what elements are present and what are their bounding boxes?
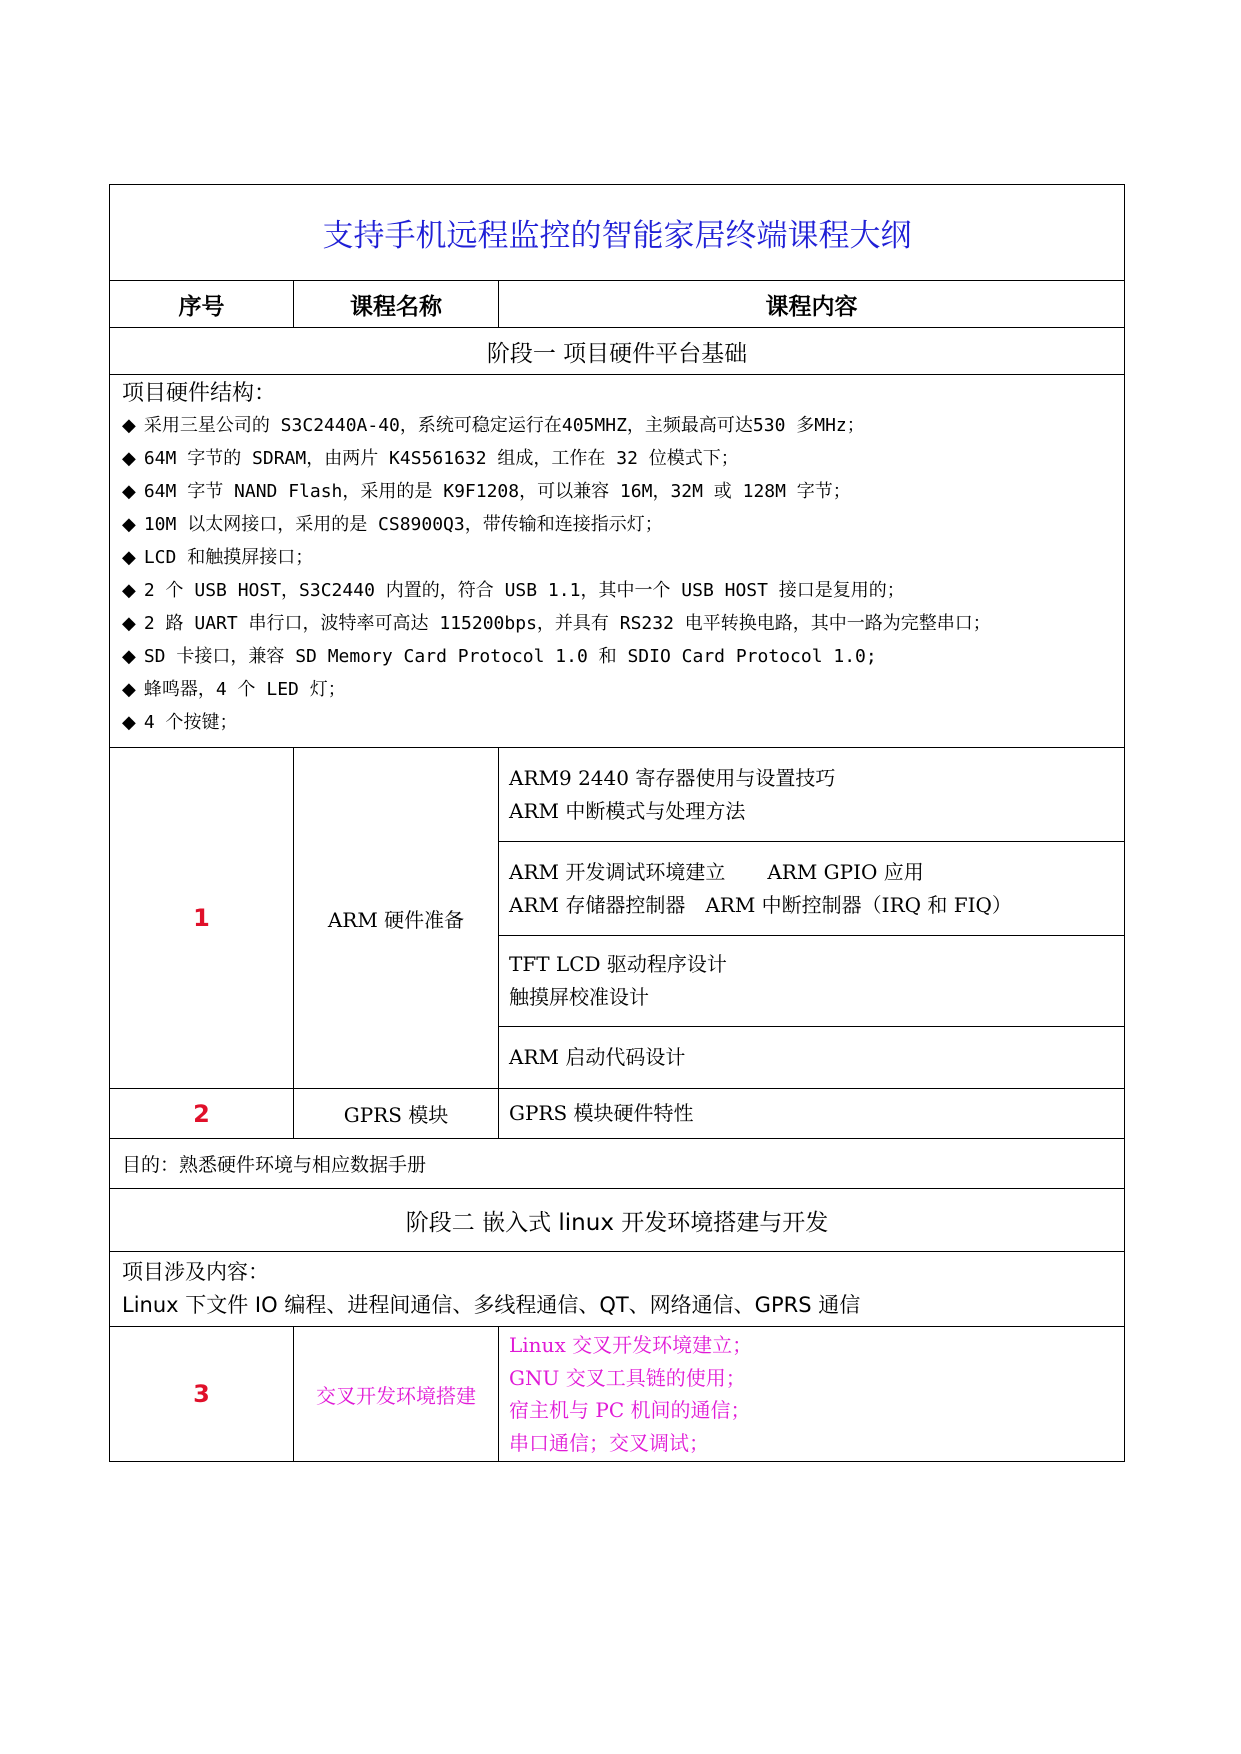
hardware-bullet (122, 574, 1112, 607)
content-line: ARM 中断模式与处理方法 (509, 798, 746, 823)
row-number-2: 2 (110, 1089, 294, 1139)
content-cell-arm-1 (499, 748, 1125, 842)
hardware-bullet-list (122, 409, 1112, 739)
bullet-text: 64M 字节 NAND Flash，采用的是 K9F1208，可以兼容 16M，32M 或 128M 字节； (143, 481, 851, 502)
diamond-bullet-icon: ◆ (122, 448, 136, 469)
hardware-bullet (122, 409, 1112, 442)
overview-heading: 项目硬件结构： (122, 381, 277, 406)
content-cell-arm-3 (499, 936, 1125, 1027)
bullet-text: 4 个按键； (143, 712, 238, 733)
hardware-bullet (122, 673, 1112, 706)
content-cell-cross-dev (499, 1327, 1125, 1462)
bullet-text: 64M 字节的 SDRAM，由两片 K4S561632 组成，工作在 32 位模式下； (143, 448, 739, 469)
content-line: Linux 交叉开发环境建立； (509, 1333, 753, 1357)
hardware-overview (110, 375, 1125, 748)
diamond-bullet-icon: ◆ (122, 580, 136, 601)
content-line: 宿主机与 PC 机间的通信； (509, 1398, 751, 1422)
content-line: 触摸屏校准设计 (509, 985, 649, 1009)
content-line: ARM 存储器控制器 (509, 892, 686, 917)
content-cell-arm-2 (499, 842, 1125, 936)
content-line: ARM9 2440 寄存器使用与设置技巧 (509, 765, 836, 790)
diamond-bullet-icon: ◆ (122, 547, 136, 568)
header-course-content: 课程内容 (499, 281, 1125, 328)
stage2-title: 阶段二 嵌入式 linux 开发环境搭建与开发 (110, 1189, 1125, 1252)
hardware-bullet (122, 475, 1112, 508)
row-number-3: 3 (110, 1327, 294, 1462)
diamond-bullet-icon: ◆ (122, 613, 136, 634)
content-line: GNU 交叉工具链的使用； (509, 1365, 746, 1390)
hardware-bullet (122, 541, 1112, 574)
hardware-bullet (122, 640, 1112, 673)
hardware-bullet (122, 607, 1112, 640)
stage2-involve (110, 1252, 1125, 1327)
bullet-text: 2 路 UART 串行口，波特率可高达 115200bps，并具有 RS232 电平转换电路，其中一路为完整串口； (143, 613, 991, 634)
bullet-text: SD 卡接口，兼容 SD Memory Card Protocol 1.0 和 SDIO Card Protocol 1.0; (143, 646, 877, 667)
diamond-bullet-icon: ◆ (122, 481, 136, 502)
stage1-title: 阶段一 项目硬件平台基础 (110, 328, 1125, 375)
content-line: ARM 启动代码设计 (509, 1045, 686, 1069)
involve-line: Linux 下文件 IO 编程、进程间通信、多线程通信、QT、网络通信、GPRS 通信 (122, 1293, 861, 1317)
content-line: 串口通信；交叉调试； (509, 1430, 709, 1455)
bullet-text: 蜂鸣器，4 个 LED 灯； (143, 679, 346, 700)
content-cell-arm-4 (499, 1027, 1125, 1089)
content-line: ARM 中断控制器（IRQ 和 FIQ） (705, 892, 1012, 917)
content-cell-gprs: GPRS 模块硬件特性 (499, 1089, 1125, 1139)
diamond-bullet-icon: ◆ (122, 415, 136, 436)
involve-heading: 项目涉及内容： (122, 1260, 269, 1284)
header-seq: 序号 (110, 281, 294, 328)
bullet-text: 2 个 USB HOST，S3C2440 内置的，符合 USB 1.1，其中一个 USB HOST 接口是复用的； (143, 580, 905, 601)
diamond-bullet-icon: ◆ (122, 712, 136, 733)
content-line: ARM GPIO 应用 (767, 859, 924, 884)
bullet-text: 10M 以太网接口，采用的是 CS8900Q3，带传输和连接指示灯； (143, 514, 663, 535)
diamond-bullet-icon: ◆ (122, 646, 136, 667)
course-name-gprs: GPRS 模块 (294, 1089, 499, 1139)
content-line: TFT LCD 驱动程序设计 (509, 952, 727, 976)
hardware-bullet (122, 508, 1112, 541)
diamond-bullet-icon: ◆ (122, 679, 136, 700)
course-name-arm: ARM 硬件准备 (294, 748, 499, 1089)
page-title: 支持手机远程监控的智能家居终端课程大纲 (110, 185, 1125, 281)
stage1-purpose: 目的：熟悉硬件环境与相应数据手册 (110, 1139, 1125, 1189)
hardware-bullet (122, 442, 1112, 475)
hardware-bullet (122, 706, 1112, 739)
syllabus-table (109, 184, 1125, 1462)
course-name-cross-dev: 交叉开发环境搭建 (294, 1327, 499, 1462)
bullet-text: LCD 和触摸屏接口； (143, 547, 314, 568)
header-course-name: 课程名称 (294, 281, 499, 328)
bullet-text: 采用三星公司的 S3C2440A-40，系统可稳定运行在405MHZ，主频最高可达530 多MHz； (143, 415, 865, 436)
diamond-bullet-icon: ◆ (122, 514, 136, 535)
row-number-1: 1 (110, 748, 294, 1089)
content-line: ARM 开发调试环境建立 (509, 859, 726, 884)
